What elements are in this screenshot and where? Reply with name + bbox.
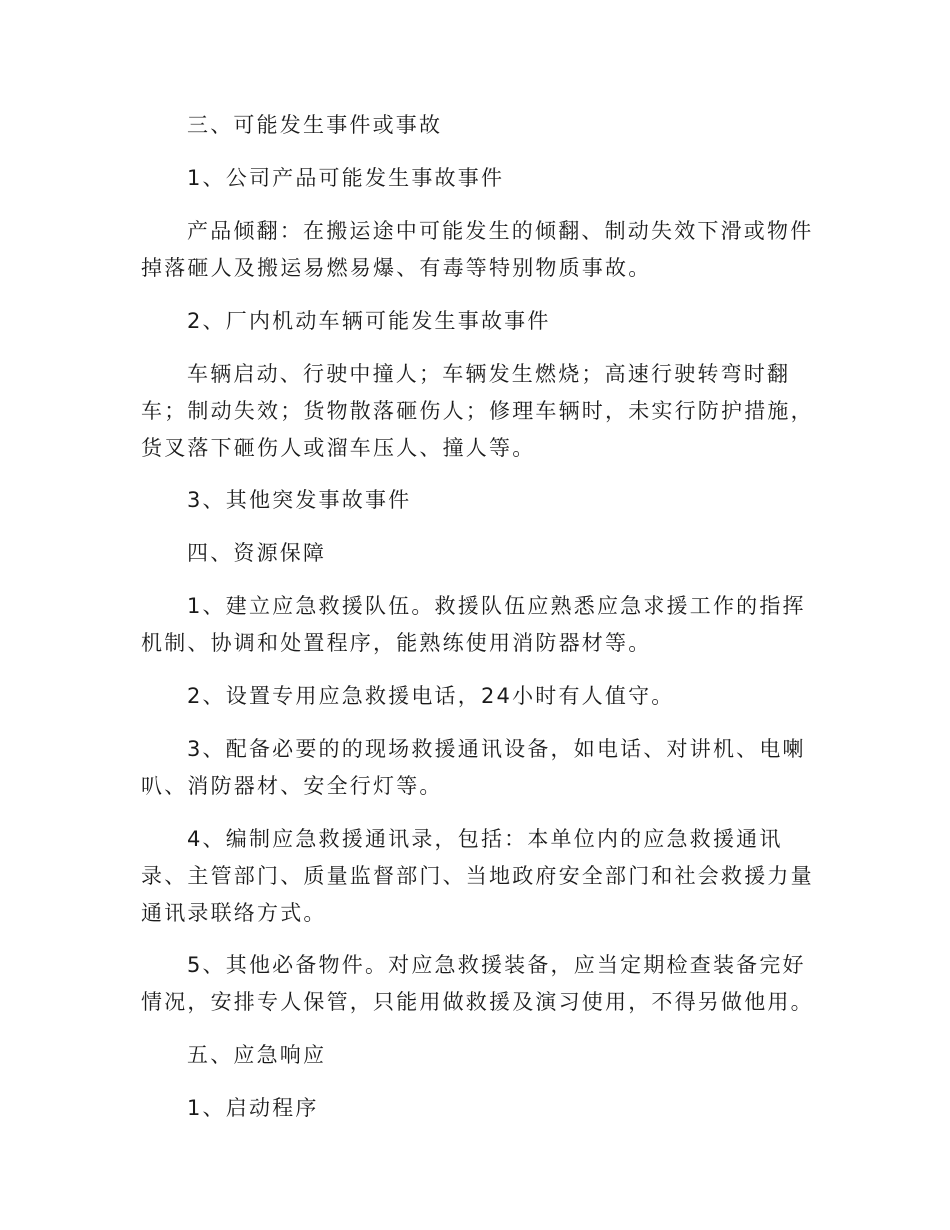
paragraph-other-items: 5、其他必备物件。对应急救援装备，应当定期检查装备完好情况，安排专人保管，只能用做救援及演习使用，不得另做他用。 xyxy=(141,953,814,1014)
paragraph-rescue-team: 1、建立应急救援队伍。救援队伍应熟悉应急求援工作的指挥机制、协调和处置程序，能熟练使用消防器材等。 xyxy=(141,594,806,655)
paragraph-rescue-equipment: 3、配备必要的的现场救援通讯设备，如电话、对讲机、电喇叭、消防器材、安全行灯等。 xyxy=(141,737,806,798)
subsection-heading-vehicle-accidents: 2、厂内机动车辆可能发生事故事件 xyxy=(187,309,551,333)
paragraph-contact-directory: 4、编制应急救援通讯录，包括：本单位内的应急救援通讯录、主管部门、质量监督部门、当地政府安全部门和社会救援力量通讯录联络方式。 xyxy=(141,827,814,925)
subsection-heading-other-accidents: 3、其他突发事故事件 xyxy=(187,488,412,512)
section-heading-5: 五、应急响应 xyxy=(187,1043,327,1067)
paragraph-vehicle-accidents: 车辆启动、行驶中撞人；车辆发生燃烧；高速行驶转弯时翻车；制动失效；货物散落砸伤人；修理车辆时，未实行防护措施，货叉落下砸伤人或溜车压人、撞人等。 xyxy=(141,362,814,460)
paragraph-rescue-phone: 2、设置专用应急救援电话，24小时有人值守。 xyxy=(187,684,675,708)
paragraph-product-tipping: 产品倾翻：在搬运途中可能发生的倾翻、制动失效下滑或物件掉落砸人及搬运易燃易爆、有毒等特别物质事故。 xyxy=(141,219,814,280)
subsection-heading-startup: 1、启动程序 xyxy=(187,1096,319,1120)
section-heading-3: 三、可能发生事件或事故 xyxy=(187,113,443,137)
section-heading-4: 四、资源保障 xyxy=(187,541,327,565)
subsection-heading-product-accidents: 1、公司产品可能发生事故事件 xyxy=(187,166,505,190)
